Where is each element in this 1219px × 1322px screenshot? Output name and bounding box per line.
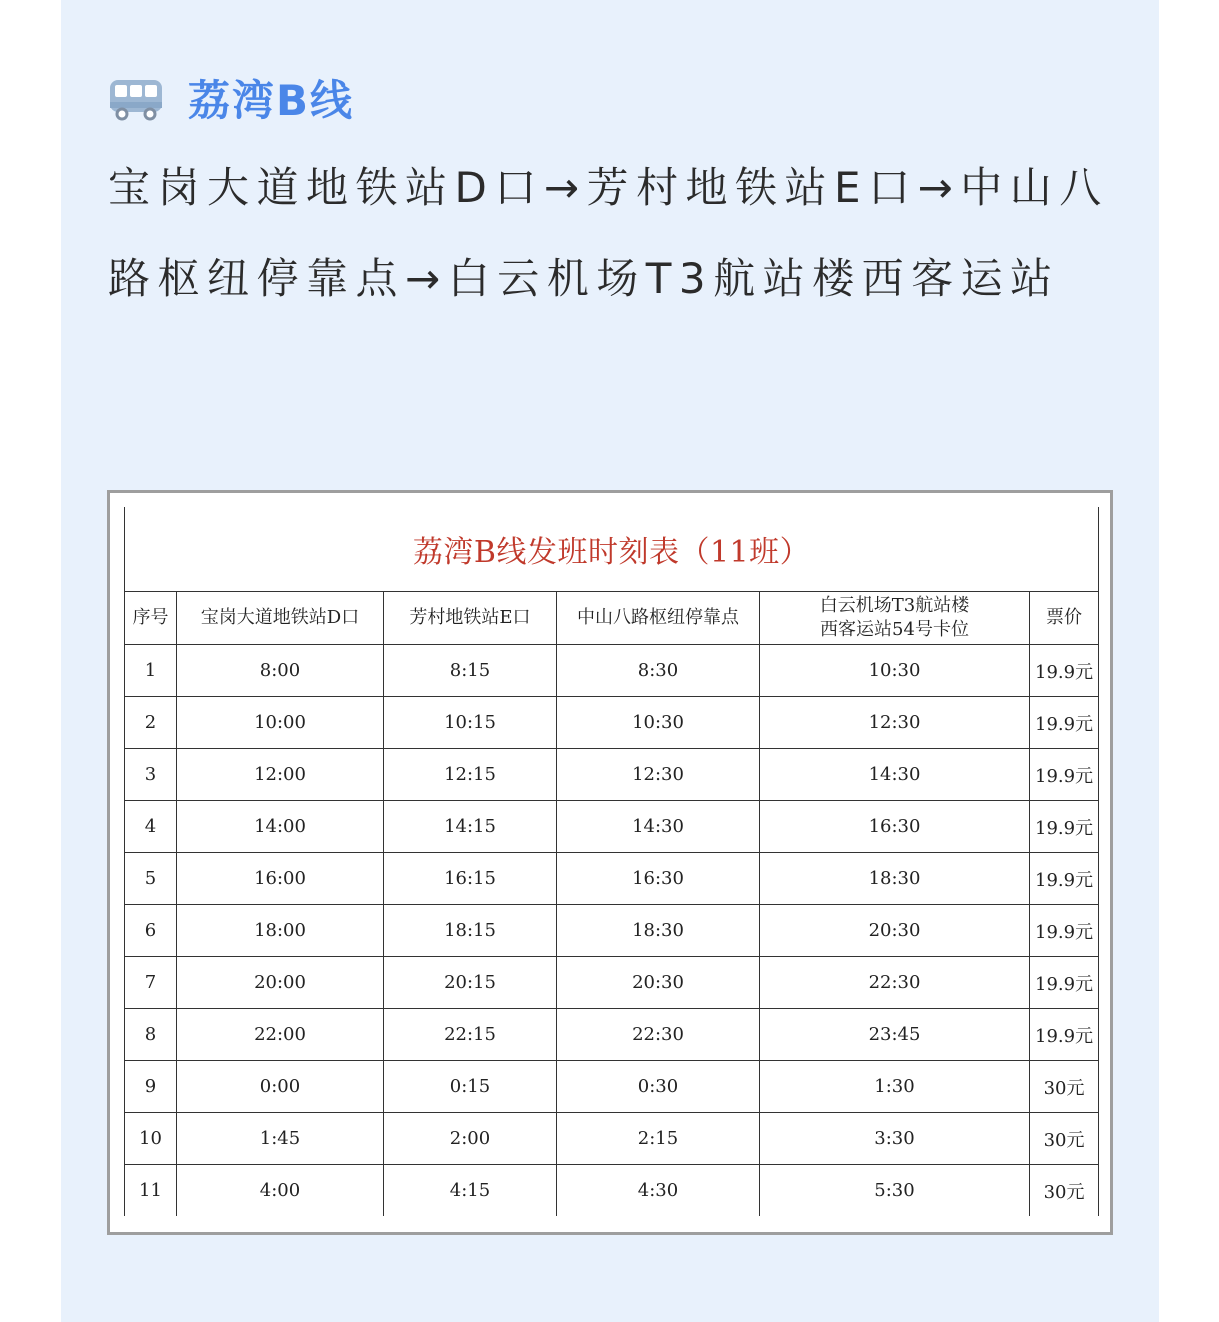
table-cell: 20:00 (177, 957, 384, 1009)
table-cell: 8 (125, 1009, 177, 1061)
table-cell: 12:30 (760, 697, 1030, 749)
table-cell: 10 (125, 1113, 177, 1165)
table-cell: 1 (125, 645, 177, 697)
timetable-title-row (125, 507, 1099, 592)
table-row (125, 957, 1099, 1009)
table-cell: 8:30 (557, 645, 760, 697)
column-header: 序号 (125, 592, 177, 645)
column-header: 宝岗大道地铁站D口 (177, 592, 384, 645)
table-row (125, 1009, 1099, 1061)
table-cell: 14:30 (557, 801, 760, 853)
table-cell: 10:15 (384, 697, 557, 749)
table-row (125, 645, 1099, 697)
table-cell: 22:00 (177, 1009, 384, 1061)
table-cell: 7 (125, 957, 177, 1009)
timetable-title: 荔湾B线发班时刻表（11班） (125, 507, 1099, 592)
table-cell: 0:00 (177, 1061, 384, 1113)
table-cell: 4 (125, 801, 177, 853)
route-description: 宝岗大道地铁站D口→芳村地铁站E口→中山八路枢纽停靠点→白云机场T3航站楼西客运站 (108, 163, 1109, 303)
table-cell: 6 (125, 905, 177, 957)
table-cell: 14:15 (384, 801, 557, 853)
table-cell: 16:15 (384, 853, 557, 905)
table-cell: 16:30 (760, 801, 1030, 853)
column-header-line: 西客运站54号卡位 (820, 619, 969, 640)
table-cell: 2:00 (384, 1113, 557, 1165)
table-cell: 2:15 (557, 1113, 760, 1165)
table-cell: 19.9元 (1030, 749, 1099, 801)
timetable-header-row (125, 592, 1099, 645)
table-row (125, 1113, 1099, 1165)
table-cell: 2 (125, 697, 177, 749)
table-row (125, 749, 1099, 801)
table-cell: 19.9元 (1030, 645, 1099, 697)
table-cell: 5:30 (760, 1165, 1030, 1217)
table-cell: 19.9元 (1030, 905, 1099, 957)
table-cell: 1:45 (177, 1113, 384, 1165)
table-cell: 12:00 (177, 749, 384, 801)
column-header: 芳村地铁站E口 (384, 592, 557, 645)
table-cell: 18:00 (177, 905, 384, 957)
table-cell: 19.9元 (1030, 1009, 1099, 1061)
timetable-image (107, 490, 1113, 1235)
table-cell: 0:15 (384, 1061, 557, 1113)
column-header (760, 592, 1030, 645)
table-cell: 4:30 (557, 1165, 760, 1217)
table-cell: 14:30 (760, 749, 1030, 801)
table-cell: 30元 (1030, 1113, 1099, 1165)
table-cell: 18:30 (557, 905, 760, 957)
table-cell: 12:15 (384, 749, 557, 801)
table-cell: 1:30 (760, 1061, 1030, 1113)
table-cell: 18:30 (760, 853, 1030, 905)
table-cell: 16:30 (557, 853, 760, 905)
table-cell: 19.9元 (1030, 801, 1099, 853)
table-cell: 8:00 (177, 645, 384, 697)
table-cell: 22:30 (760, 957, 1030, 1009)
table-cell: 30元 (1030, 1165, 1099, 1217)
table-cell: 16:00 (177, 853, 384, 905)
table-cell: 20:30 (557, 957, 760, 1009)
table-cell: 22:30 (557, 1009, 760, 1061)
column-header: 中山八路枢纽停靠点 (557, 592, 760, 645)
timetable (124, 507, 1099, 1216)
table-cell: 22:15 (384, 1009, 557, 1061)
table-cell: 8:15 (384, 645, 557, 697)
line-title: 荔湾B线 (188, 76, 355, 125)
table-cell: 5 (125, 853, 177, 905)
table-cell: 12:30 (557, 749, 760, 801)
table-cell: 23:45 (760, 1009, 1030, 1061)
table-row (125, 1165, 1099, 1217)
table-row (125, 905, 1099, 957)
table-cell: 3:30 (760, 1113, 1030, 1165)
table-cell: 10:30 (760, 645, 1030, 697)
table-cell: 4:15 (384, 1165, 557, 1217)
table-cell: 3 (125, 749, 177, 801)
table-row (125, 1061, 1099, 1113)
table-row (125, 697, 1099, 749)
table-cell: 0:30 (557, 1061, 760, 1113)
table-cell: 10:30 (557, 697, 760, 749)
column-header: 票价 (1030, 592, 1099, 645)
table-cell: 11 (125, 1165, 177, 1217)
table-row (125, 801, 1099, 853)
table-cell: 19.9元 (1030, 697, 1099, 749)
table-cell: 18:15 (384, 905, 557, 957)
table-cell: 20:15 (384, 957, 557, 1009)
bus-icon (108, 74, 164, 122)
table-cell: 30元 (1030, 1061, 1099, 1113)
line-header (108, 68, 354, 128)
table-row (125, 853, 1099, 905)
table-cell: 14:00 (177, 801, 384, 853)
table-cell: 20:30 (760, 905, 1030, 957)
table-cell: 10:00 (177, 697, 384, 749)
table-cell: 19.9元 (1030, 853, 1099, 905)
column-header-line: 白云机场T3航站楼 (819, 595, 970, 616)
table-cell: 19.9元 (1030, 957, 1099, 1009)
table-cell: 4:00 (177, 1165, 384, 1217)
table-cell: 9 (125, 1061, 177, 1113)
